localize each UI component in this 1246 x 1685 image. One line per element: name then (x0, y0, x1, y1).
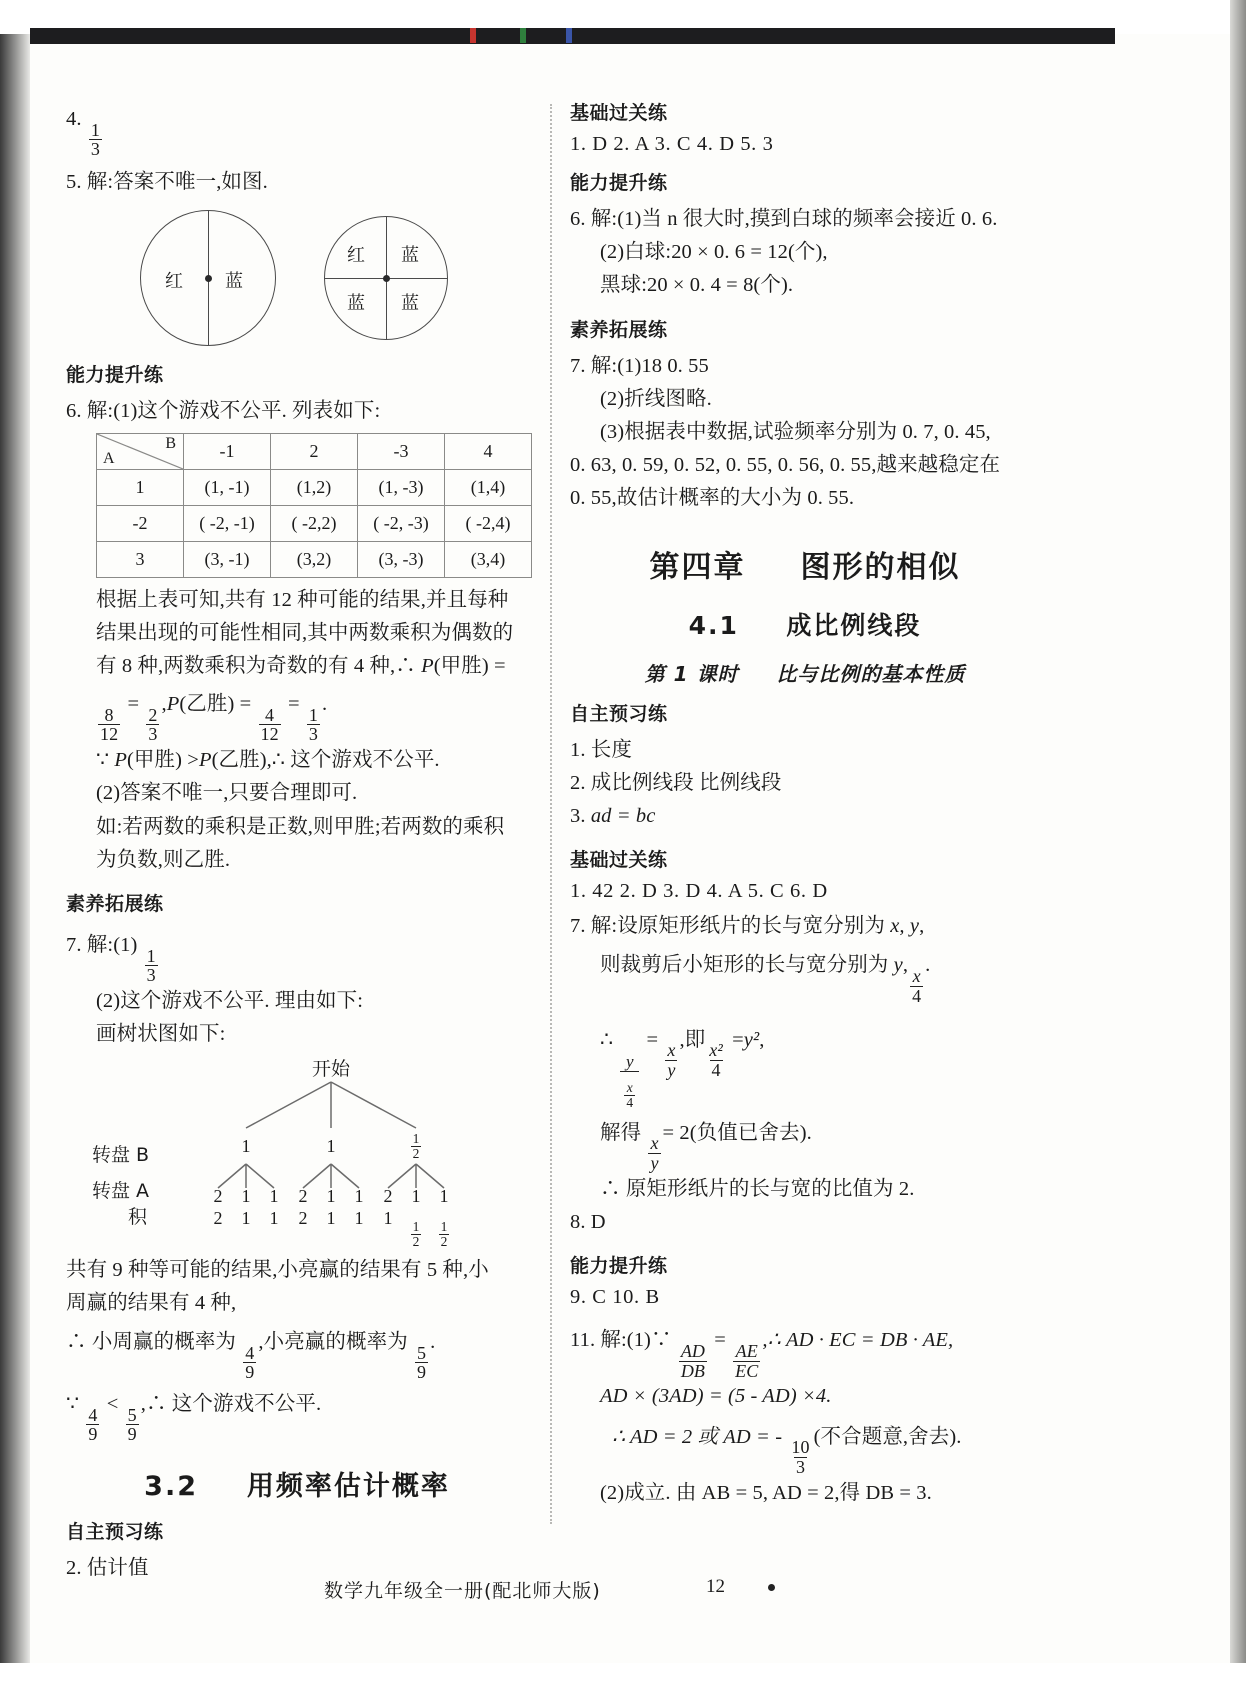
answer-11-line3-post: (不合题意,舍去). (813, 1425, 962, 1448)
scan-color-fleck-red (470, 28, 476, 43)
comma-1: , (161, 693, 167, 716)
answer-6-part2-right: (2)白球:20 × 0. 6 = 12(个), (600, 241, 828, 264)
answer-7-line1-right (570, 910, 1040, 943)
tree-level2-node: 1 (411, 1185, 421, 1206)
tree-level2-node: 1 (241, 1185, 251, 1206)
tree-level1-node: 1 (326, 1135, 336, 1156)
table-cell: (3,2) (271, 541, 358, 577)
tree-product-node-fraction (432, 1206, 456, 1249)
section-number-4-1: 4.1 (688, 610, 739, 640)
answer-6-probability-line (66, 683, 528, 744)
table-cell: (3,4) (445, 541, 532, 577)
section-name-4-1: 成比例线段 (786, 610, 922, 640)
fraction-x-y-2: $\frac{x}{y}$ (650, 1133, 659, 1174)
section-title-4-1 (570, 606, 1040, 642)
tree-level1-node-fraction (404, 1118, 428, 1161)
fraction-1-2-product-a: $\frac{1}{2}$ (412, 1218, 420, 1249)
fraction-4-12: $\frac{4}{12}$ (260, 704, 279, 745)
equals-sign-3: = (646, 1028, 659, 1051)
answer-7-conc-end: . (430, 1330, 436, 1353)
answer-7-conc-pre: ∴ 小周赢的概率为 (66, 1330, 237, 1353)
table-corner-cell (97, 433, 184, 469)
spinner-label-blue-left: 蓝 (225, 271, 243, 293)
answer-11-post: ,∴ AD · EC = DB · AE, (762, 1329, 954, 1352)
fraction-4-9-b: $\frac{4}{9}$ (88, 1404, 98, 1445)
right-column (570, 96, 1040, 1510)
tree-product-node: 2 (213, 1207, 223, 1228)
heading-preview-practice-left: 自主预习练 (66, 1521, 164, 1544)
table-cell: ( -2, -3) (358, 505, 445, 541)
fraction-x-4: $\frac{x}{4}$ (912, 966, 922, 1006)
answer-8-right: 8. D (570, 1211, 606, 1234)
answer-7-final-post: ,∴ 这个游戏不公平. (140, 1393, 322, 1416)
heading-basic-practice: 基础过关练 (570, 102, 668, 124)
answer-11-line3 (570, 1414, 1040, 1477)
answer-7-part3c-right: 0. 55,故估计概率的大小为 0. 55. (570, 487, 855, 510)
tree-level2-node: 2 (298, 1185, 308, 1206)
preview-answer-2: 2. 成比例线段 比例线段 (570, 771, 782, 794)
answer-6-p2-text: (乙胜) = (179, 693, 252, 716)
tree-product-node: 1 (354, 1207, 364, 1228)
section-number-3-2: 3.2 (144, 1471, 199, 1503)
math-y-squared: y² (743, 1028, 760, 1051)
scan-bottom-margin (0, 1663, 1246, 1685)
fraction-1-2-level1: $\frac{1}{2}$ (412, 1130, 420, 1161)
fraction-5-9: $\frac{5}{9}$ (417, 1342, 427, 1383)
tree-level2-node: 2 (383, 1185, 393, 1206)
table-row (97, 469, 532, 505)
table-col-header: -3 (358, 433, 445, 469)
answer-11-line1 (570, 1316, 1040, 1380)
tree-level2-node: 1 (354, 1185, 364, 1206)
column-divider (550, 104, 552, 1524)
answer-6-para-line1: 根据上表可知,共有 12 种可能的结果,并且每种 (96, 588, 509, 611)
section-name-3-2: 用频率估计概率 (246, 1471, 450, 1503)
section-title-3-2 (66, 1464, 528, 1503)
table-cell: ( -2,4) (445, 505, 532, 541)
lesson-title (570, 658, 1040, 687)
tree-level1-node: 1 (241, 1135, 251, 1156)
answer-7-part2: (2)这个游戏不公平. 理由如下: (96, 990, 364, 1013)
answer-6-para-line3 (66, 650, 528, 683)
left-column (66, 96, 528, 1585)
answer-6-part3-right: 黑球:20 × 0. 4 = 8(个). (600, 274, 794, 297)
answer-7-part3a-right: (3)根据表中数据,试验频率分别为 0. 7, 0. 45, (600, 421, 991, 444)
fraction-4-9: $\frac{4}{9}$ (245, 1342, 255, 1383)
math-var-p3: P (114, 749, 127, 772)
answer-7-label: 7. 解:(1) (66, 934, 138, 957)
fraction-1-3-c: $\frac{1}{3}$ (146, 945, 156, 986)
nested-fraction-x-4: $\frac{x}{4}$ (626, 1079, 634, 1110)
scan-right-gutter (1230, 0, 1246, 1685)
heading-ability-practice-2: 能力提升练 (570, 1255, 668, 1278)
tree-row-label-spinner-b: 转盘 B (92, 1143, 150, 1166)
footer-book-title (324, 1576, 601, 1603)
answer-7-conc-mid: ,小亮赢的概率为 (258, 1330, 408, 1353)
table-cell: (3, -1) (184, 541, 271, 577)
scan-left-gutter (0, 34, 30, 1685)
answer-7-line3-mid: ,即 (679, 1028, 706, 1051)
fraction-5-9-b: $\frac{5}{9}$ (127, 1404, 137, 1445)
scan-color-fleck-blue (566, 28, 572, 43)
table-cell: (1, -1) (184, 469, 271, 505)
tree-product-node: 1 (241, 1207, 251, 1228)
fraction-10-3: $\frac{10}{3}$ (791, 1437, 810, 1477)
answer-6-part3a: 如:若两数的乘积是正数,则甲胜;若两数的乘积 (96, 815, 505, 838)
math-vars-x-y: x, y (890, 915, 920, 938)
answer-6-intro: 6. 解:(1)这个游戏不公平. 列表如下: (66, 400, 381, 423)
answer-5-text: 5. 解:答案不唯一,如图. (66, 171, 268, 194)
answer-7-conclusion-c (66, 1320, 528, 1382)
footer-edition-note: (配北师大版) (484, 1580, 601, 1602)
fraction-8-12: $\frac{8}{12}$ (100, 704, 119, 745)
because-symbol: ∵ (96, 749, 115, 772)
answer-6-compare (66, 744, 528, 777)
math-var-y: y (893, 954, 903, 977)
math-expression-11-2: AD × (3AD) = (5 - AD) ×4. (600, 1385, 832, 1408)
math-var-p: P (421, 654, 434, 677)
equals-sign-1: = (127, 693, 140, 716)
answer-7-line4-right (570, 1110, 1040, 1173)
basic-answers-row-2: 1. 42 2. D 3. D 4. A 5. C 6. D (570, 880, 828, 903)
tree-row-label-spinner-a: 转盘 A (92, 1179, 150, 1202)
fraction-x2-4: $\frac{\text{x²}}{4}$ (709, 1040, 723, 1080)
basic-answers-row: 1. D 2. A 3. C 4. D 5. 3 (570, 133, 774, 155)
table-row (97, 541, 532, 577)
fraction-ae-ec: $\frac{AE}{EC}$ (735, 1340, 759, 1381)
page-number: 12 (706, 1576, 725, 1597)
answer-11-line3-pre: ∴ AD = 2 或 AD = - (612, 1425, 783, 1448)
scan-color-fleck-green (520, 28, 526, 43)
answer-7-part3: 画树状图如下: (96, 1023, 226, 1046)
math-var-p2: P (166, 693, 180, 716)
preview-answer-1: 1. 长度 (570, 738, 632, 761)
math-expression-ad-bc: ad = bc (590, 805, 656, 828)
answer-6-para-line2: 结果出现的可能性相同,其中两数乘积为偶数的 (96, 621, 514, 644)
chapter-label: 第四章 (649, 549, 746, 585)
spinner-figure (66, 206, 528, 348)
spinner-center-dot-2 (383, 275, 390, 282)
table-corner-label-a: A (103, 449, 115, 467)
heading-basic-practice-2: 基础过关练 (570, 849, 668, 872)
spinner-center-dot (205, 275, 212, 282)
spinner-label-red-q1: 红 (347, 245, 365, 267)
tree-diagram (66, 1056, 528, 1252)
ability-answers-row: 9. C 10. B (570, 1286, 660, 1309)
therefore-symbol-1: ∴ (600, 1028, 619, 1051)
table-cell: ( -2, -1) (184, 505, 271, 541)
outcome-table (96, 433, 532, 578)
spinner-label-blue-q2: 蓝 (401, 245, 419, 267)
spinner-two-sector (140, 210, 276, 346)
answer-6-part3b: 为负数,则乙胜. (96, 848, 231, 871)
fraction-x-y: $\frac{x}{y}$ (667, 1040, 676, 1080)
tree-product-node: 1 (269, 1207, 279, 1228)
table-row-header: -2 (97, 505, 184, 541)
spinner-label-blue-q4: 蓝 (401, 293, 419, 315)
because-symbol-2: ∵ (66, 1393, 85, 1416)
answer-7-line2-pre: 则裁剪后小矩形的长与宽分别为 (600, 954, 894, 977)
fraction-y-over-x4: $\frac{y}{\frac{x}{4}}$ (620, 1053, 639, 1110)
fraction-one-third: $\frac{1}{3}$ (90, 119, 100, 160)
footer-bullet-dot (768, 1584, 775, 1591)
footer-title-text: 数学九年级全一册 (324, 1580, 485, 1602)
answer-7-part3b-right: 0. 63, 0. 59, 0. 52, 0. 55, 0. 56, 0. 55,越来越稳定在 (570, 454, 1001, 477)
tree-root-label: 开始 (311, 1057, 350, 1080)
answer-7-line4-pre: 解得 (600, 1121, 642, 1144)
answer-6-para-line3-pre: 有 8 种,两数乘积为奇数的有 4 种,∴ (96, 654, 422, 677)
tree-level2-node: 2 (213, 1185, 223, 1206)
heading-suyang-practice: 素养拓展练 (66, 893, 164, 916)
lesson-name: 比与比例的基本性质 (776, 661, 966, 686)
answer-4 (66, 103, 528, 159)
tree-product-node-fraction (404, 1206, 428, 1249)
heading-ability-practice: 能力提升练 (66, 364, 164, 387)
scan-black-bar (30, 28, 1115, 44)
answer-7-line3-right (570, 1006, 1040, 1110)
table-col-header: 4 (445, 433, 532, 469)
answer-6-para-line3-post: (甲胜) = (433, 654, 506, 677)
equals-sign-5: = (714, 1329, 726, 1352)
answer-4-label: 4. (66, 108, 82, 130)
table-row-header: 3 (97, 541, 184, 577)
answer-7-line5-right: ∴ 原矩形纸片的长与宽的比值为 2. (600, 1177, 915, 1200)
fraction-1-2-product-b: $\frac{1}{2}$ (440, 1218, 448, 1249)
answer-7-line2-right (570, 943, 1040, 1005)
tree-product-node: 2 (298, 1207, 308, 1228)
heading-suyang-practice-right: 素养拓展练 (570, 318, 668, 341)
tree-row-label-product: 积 (128, 1205, 148, 1228)
table-row (97, 505, 532, 541)
table-corner-label-b: B (165, 434, 176, 452)
answer-11-line2 (570, 1380, 1040, 1413)
table-col-header: -1 (184, 433, 271, 469)
lesson-number: 第 1 课时 (644, 661, 739, 686)
page-footer (66, 1576, 1094, 1602)
heading-ability-practice-right: 能力提升练 (570, 172, 668, 194)
heading-preview-practice-right: 自主预习练 (570, 702, 668, 725)
table-row-header: 1 (97, 469, 184, 505)
tree-product-node: 1 (326, 1207, 336, 1228)
workbook-page (30, 44, 1130, 1664)
fraction-1-3-b: $\frac{1}{3}$ (308, 704, 318, 745)
table-cell: (3, -3) (358, 541, 445, 577)
tree-product-node: 1 (383, 1207, 393, 1228)
fraction-ad-db: $\frac{AD}{DB}$ (680, 1340, 706, 1381)
spinner-label-red-left: 红 (165, 271, 183, 293)
fraction-2-3: $\frac{2}{3}$ (148, 704, 158, 745)
answer-7-final (66, 1382, 528, 1444)
spinner-label-blue-q3: 蓝 (347, 293, 365, 315)
tree-level2-node: 1 (269, 1185, 279, 1206)
answer-6-part2: (2)答案不唯一,只要合理即可. (96, 782, 358, 805)
answer-6-part1-right: 6. 解:(1)当 n 很大时,摸到白球的频率会接近 0. 6. (570, 208, 998, 230)
table-cell: (1, -3) (358, 469, 445, 505)
comma-2: , (902, 954, 909, 977)
answer-6-compare-mid: (甲胜) > (127, 749, 199, 772)
answer-7-part2-right: (2)折线图略. (600, 387, 712, 410)
equals-sign-4: = (732, 1028, 744, 1051)
answer-7-part1-right: 7. 解:(1)18 0. 55 (570, 354, 709, 377)
answer-11-pre: 11. 解:(1)∵ (570, 1329, 677, 1352)
preview-answer-3-label: 3. (570, 805, 591, 828)
answer-7-line4-post: = 2(负值已舍去). (662, 1121, 812, 1144)
answer-7-line1-post: , (919, 915, 925, 938)
less-than-sign: < (106, 1393, 119, 1416)
table-col-header: 2 (271, 433, 358, 469)
answer-11-line4: (2)成立. 由 AB = 5, AD = 2,得 DB = 3. (600, 1481, 932, 1504)
table-cell: (1,2) (271, 469, 358, 505)
answer-2-preview: 2. 估计值 (66, 1557, 149, 1580)
answer-7-conclusion-b: 周赢的结果有 4 种, (66, 1291, 237, 1314)
chapter-name: 图形的相似 (800, 549, 961, 585)
answer-7-part1 (66, 924, 528, 985)
tree-level2-node: 1 (326, 1185, 336, 1206)
spinner-four-sector (324, 216, 448, 340)
tree-level2-node: 1 (439, 1185, 449, 1206)
answer-7-line1-pre: 7. 解:设原矩形纸片的长与宽分别为 (570, 915, 891, 938)
chapter-title (570, 542, 1040, 586)
equals-sign-2: = (287, 693, 300, 716)
preview-answer-3 (570, 800, 1040, 833)
table-header-row (97, 433, 532, 469)
math-var-p4: P (198, 749, 212, 772)
answer-7-conclusion-a: 共有 9 种等可能的结果,小亮赢的结果有 5 种,小 (66, 1258, 489, 1281)
table-cell: (1,4) (445, 469, 532, 505)
answer-6-compare-post: (乙胜),∴ 这个游戏不公平. (211, 749, 440, 772)
period-2: . (925, 954, 931, 977)
period-1: . (321, 693, 328, 716)
table-cell: ( -2,2) (271, 505, 358, 541)
comma-3: , (759, 1028, 765, 1051)
